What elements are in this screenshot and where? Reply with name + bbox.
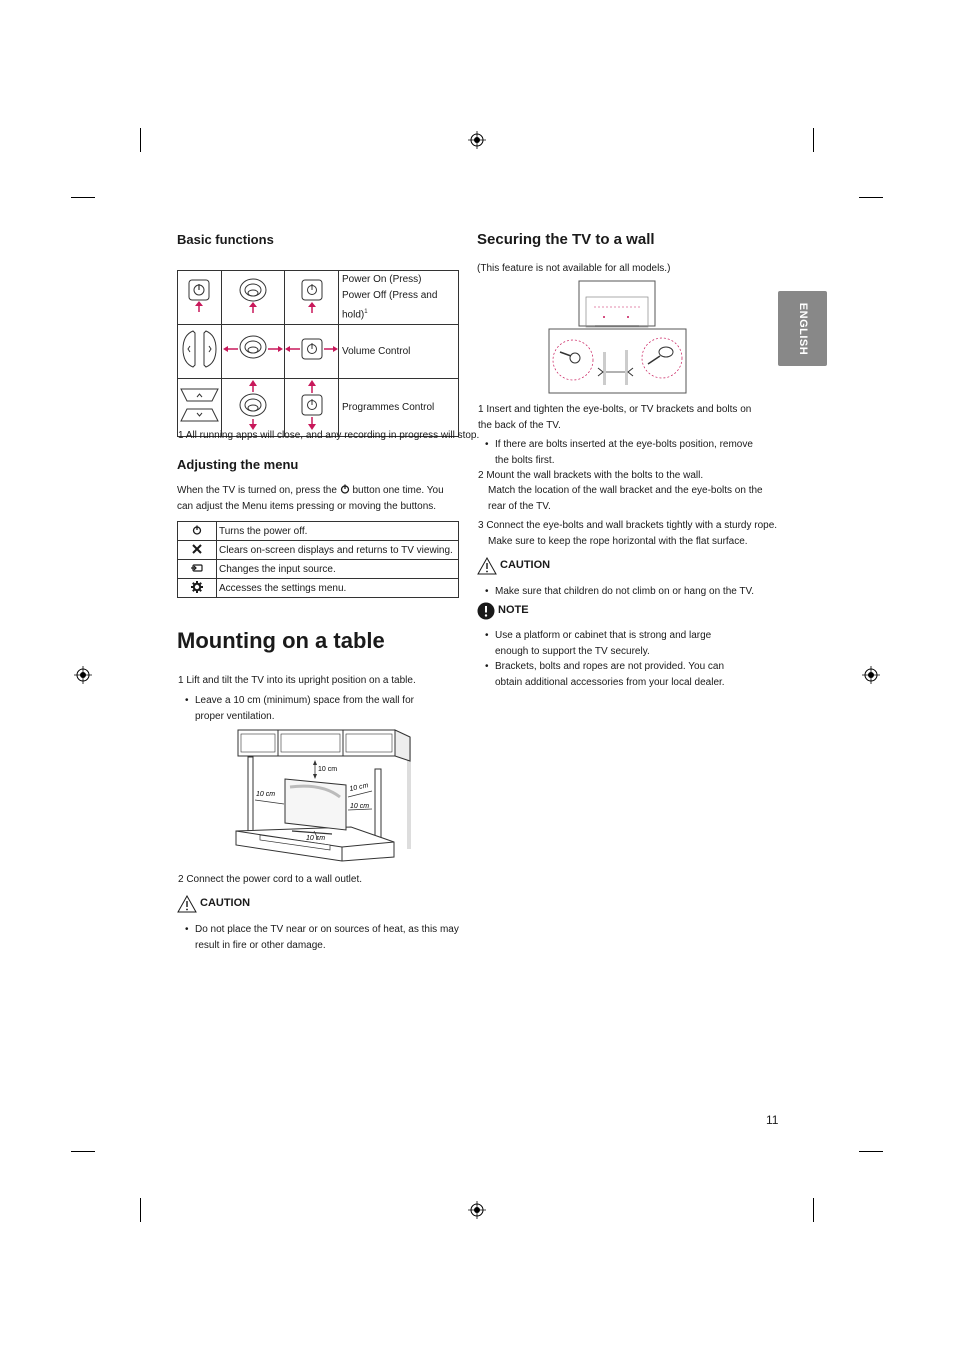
table-row bbox=[178, 560, 459, 579]
menu-row-text: Changes the input source. bbox=[217, 560, 459, 579]
basic-functions-table bbox=[177, 270, 459, 437]
mount-step1-bullet: • Leave a 10 cm (minimum) space from the wall for proper ventilation. bbox=[195, 693, 445, 724]
crop-mark bbox=[71, 1151, 95, 1152]
power-off-label: Power Off (Press and hold) bbox=[342, 289, 438, 321]
close-icon bbox=[192, 544, 202, 554]
caution-label: CAUTION bbox=[200, 897, 251, 909]
power-label bbox=[339, 271, 459, 325]
adjust-intro bbox=[177, 483, 459, 514]
crop-mark bbox=[71, 197, 95, 198]
wall-caution-bullet: • Make sure that children do not climb on or hang on the TV. bbox=[495, 584, 754, 600]
note-label: NOTE bbox=[498, 604, 529, 616]
footnote: 1 All running apps will close, and any recording in progress will stop. bbox=[178, 430, 480, 441]
mounting-heading: Mounting on a table bbox=[177, 628, 385, 653]
footnote-ref: 1 bbox=[364, 308, 368, 315]
volume-button-cell bbox=[178, 325, 222, 379]
crop-mark bbox=[859, 197, 883, 198]
menu-row-text: Turns the power off. bbox=[217, 522, 459, 541]
settings-icon-cell bbox=[178, 579, 217, 598]
power-button-cell bbox=[178, 271, 222, 325]
mount-step2: 2 Connect the power cord to a wall outlet. bbox=[178, 874, 362, 885]
crop-mark bbox=[813, 1198, 814, 1222]
table-row bbox=[178, 325, 459, 379]
warning-icon bbox=[177, 895, 197, 913]
registration-mark-icon bbox=[468, 1201, 486, 1219]
diagram-label: 10 cm bbox=[350, 803, 370, 810]
input-source-icon bbox=[191, 563, 203, 573]
registration-mark-icon bbox=[74, 666, 92, 684]
joystick-lr-cell bbox=[222, 325, 285, 379]
programmes-label: Programmes Control bbox=[339, 379, 459, 437]
mount-step1: 1 Lift and tilt the TV into its upright position on a table. bbox=[178, 675, 416, 686]
basic-functions-heading: Basic functions bbox=[177, 232, 274, 247]
joystick-icon bbox=[222, 271, 284, 319]
menu-table bbox=[177, 521, 459, 598]
table-row bbox=[178, 541, 459, 560]
button-press-cell bbox=[285, 271, 339, 325]
wall-step2-detail: Match the location of the wall bracket and the eye-bolts on the rear of the TV. bbox=[488, 485, 763, 512]
table-mount-diagram bbox=[222, 727, 414, 863]
close-icon-cell bbox=[178, 541, 217, 560]
warning-icon bbox=[477, 557, 497, 575]
securing-heading: Securing the TV to a wall bbox=[477, 231, 655, 248]
programme-buttons-icon bbox=[178, 379, 221, 431]
page-number: 11 bbox=[766, 1113, 779, 1127]
wall-step1-bullet: • If there are bolts inserted at the eye-bolts position, remove the bolts first. bbox=[495, 437, 755, 468]
input-icon-cell bbox=[178, 560, 217, 579]
power-on-label: Power On (Press) bbox=[342, 273, 422, 285]
joystick-icon bbox=[222, 325, 284, 373]
crop-mark bbox=[140, 1198, 141, 1222]
menu-row-text: Accesses the settings menu. bbox=[217, 579, 459, 598]
power-button-icon bbox=[178, 271, 221, 319]
diagram-label: 10 cm bbox=[306, 835, 326, 842]
gear-icon bbox=[191, 581, 203, 593]
table-row bbox=[178, 579, 459, 598]
adjust-intro-text: When the TV is turned on, press the bbox=[177, 485, 337, 496]
joystick-icon bbox=[222, 379, 284, 431]
wall-step3-detail: Make sure to keep the rope horizontal with the flat surface. bbox=[488, 536, 748, 547]
note-icon bbox=[477, 602, 495, 620]
note-bullet: • Brackets, bolts and ropes are not provided. You can obtain additional accessories from your local dealer. bbox=[495, 659, 745, 690]
menu-row-text: Clears on-screen displays and returns to TV viewing. bbox=[217, 541, 459, 560]
diagram-label: 10 cm bbox=[256, 791, 276, 798]
crop-mark bbox=[813, 128, 814, 152]
power-icon-cell bbox=[178, 522, 217, 541]
power-button-icon bbox=[285, 271, 338, 319]
diagram-label: 10 cm bbox=[348, 782, 370, 793]
crop-mark bbox=[140, 128, 141, 152]
power-button-icon bbox=[285, 379, 338, 431]
availability-note: (This feature is not available for all models.) bbox=[477, 263, 671, 274]
diagram-label: 10 cm bbox=[318, 766, 338, 773]
language-tab bbox=[778, 291, 827, 366]
button-lr-cell bbox=[285, 325, 339, 379]
caution-label: CAUTION bbox=[500, 559, 551, 571]
volume-label: Volume Control bbox=[339, 325, 459, 379]
crop-mark bbox=[859, 1151, 883, 1152]
language-tab-label: ENGLISH bbox=[796, 302, 809, 355]
joystick-press-cell bbox=[222, 271, 285, 325]
table-row bbox=[178, 271, 459, 325]
wall-step2: 2 Mount the wall brackets with the bolts to the wall. bbox=[478, 470, 704, 481]
adjust-intro-text: button one time. You can adjust the Menu items pressing or moving the buttons. bbox=[177, 485, 444, 512]
table-row bbox=[178, 522, 459, 541]
volume-buttons-icon bbox=[178, 325, 221, 373]
wall-step1: 1 Insert and tighten the eye-bolts, or TV brackets and bolts on the back of the TV. bbox=[478, 404, 752, 431]
registration-mark-icon bbox=[862, 666, 880, 684]
power-icon bbox=[192, 525, 202, 535]
mount-caution-bullet: • Do not place the TV near or on sources of heat, as this may result in fire or other damage. bbox=[195, 922, 459, 953]
note-bullet: • Use a platform or cabinet that is strong and large enough to support the TV securely. bbox=[495, 628, 745, 659]
registration-mark-icon bbox=[468, 131, 486, 149]
power-icon bbox=[340, 484, 350, 494]
wall-step3: 3 Connect the eye-bolts and wall brackets tightly with a sturdy rope. bbox=[478, 520, 778, 531]
wall-secure-diagram bbox=[548, 280, 688, 395]
power-button-icon bbox=[285, 325, 338, 373]
adjusting-menu-heading: Adjusting the menu bbox=[177, 457, 299, 472]
